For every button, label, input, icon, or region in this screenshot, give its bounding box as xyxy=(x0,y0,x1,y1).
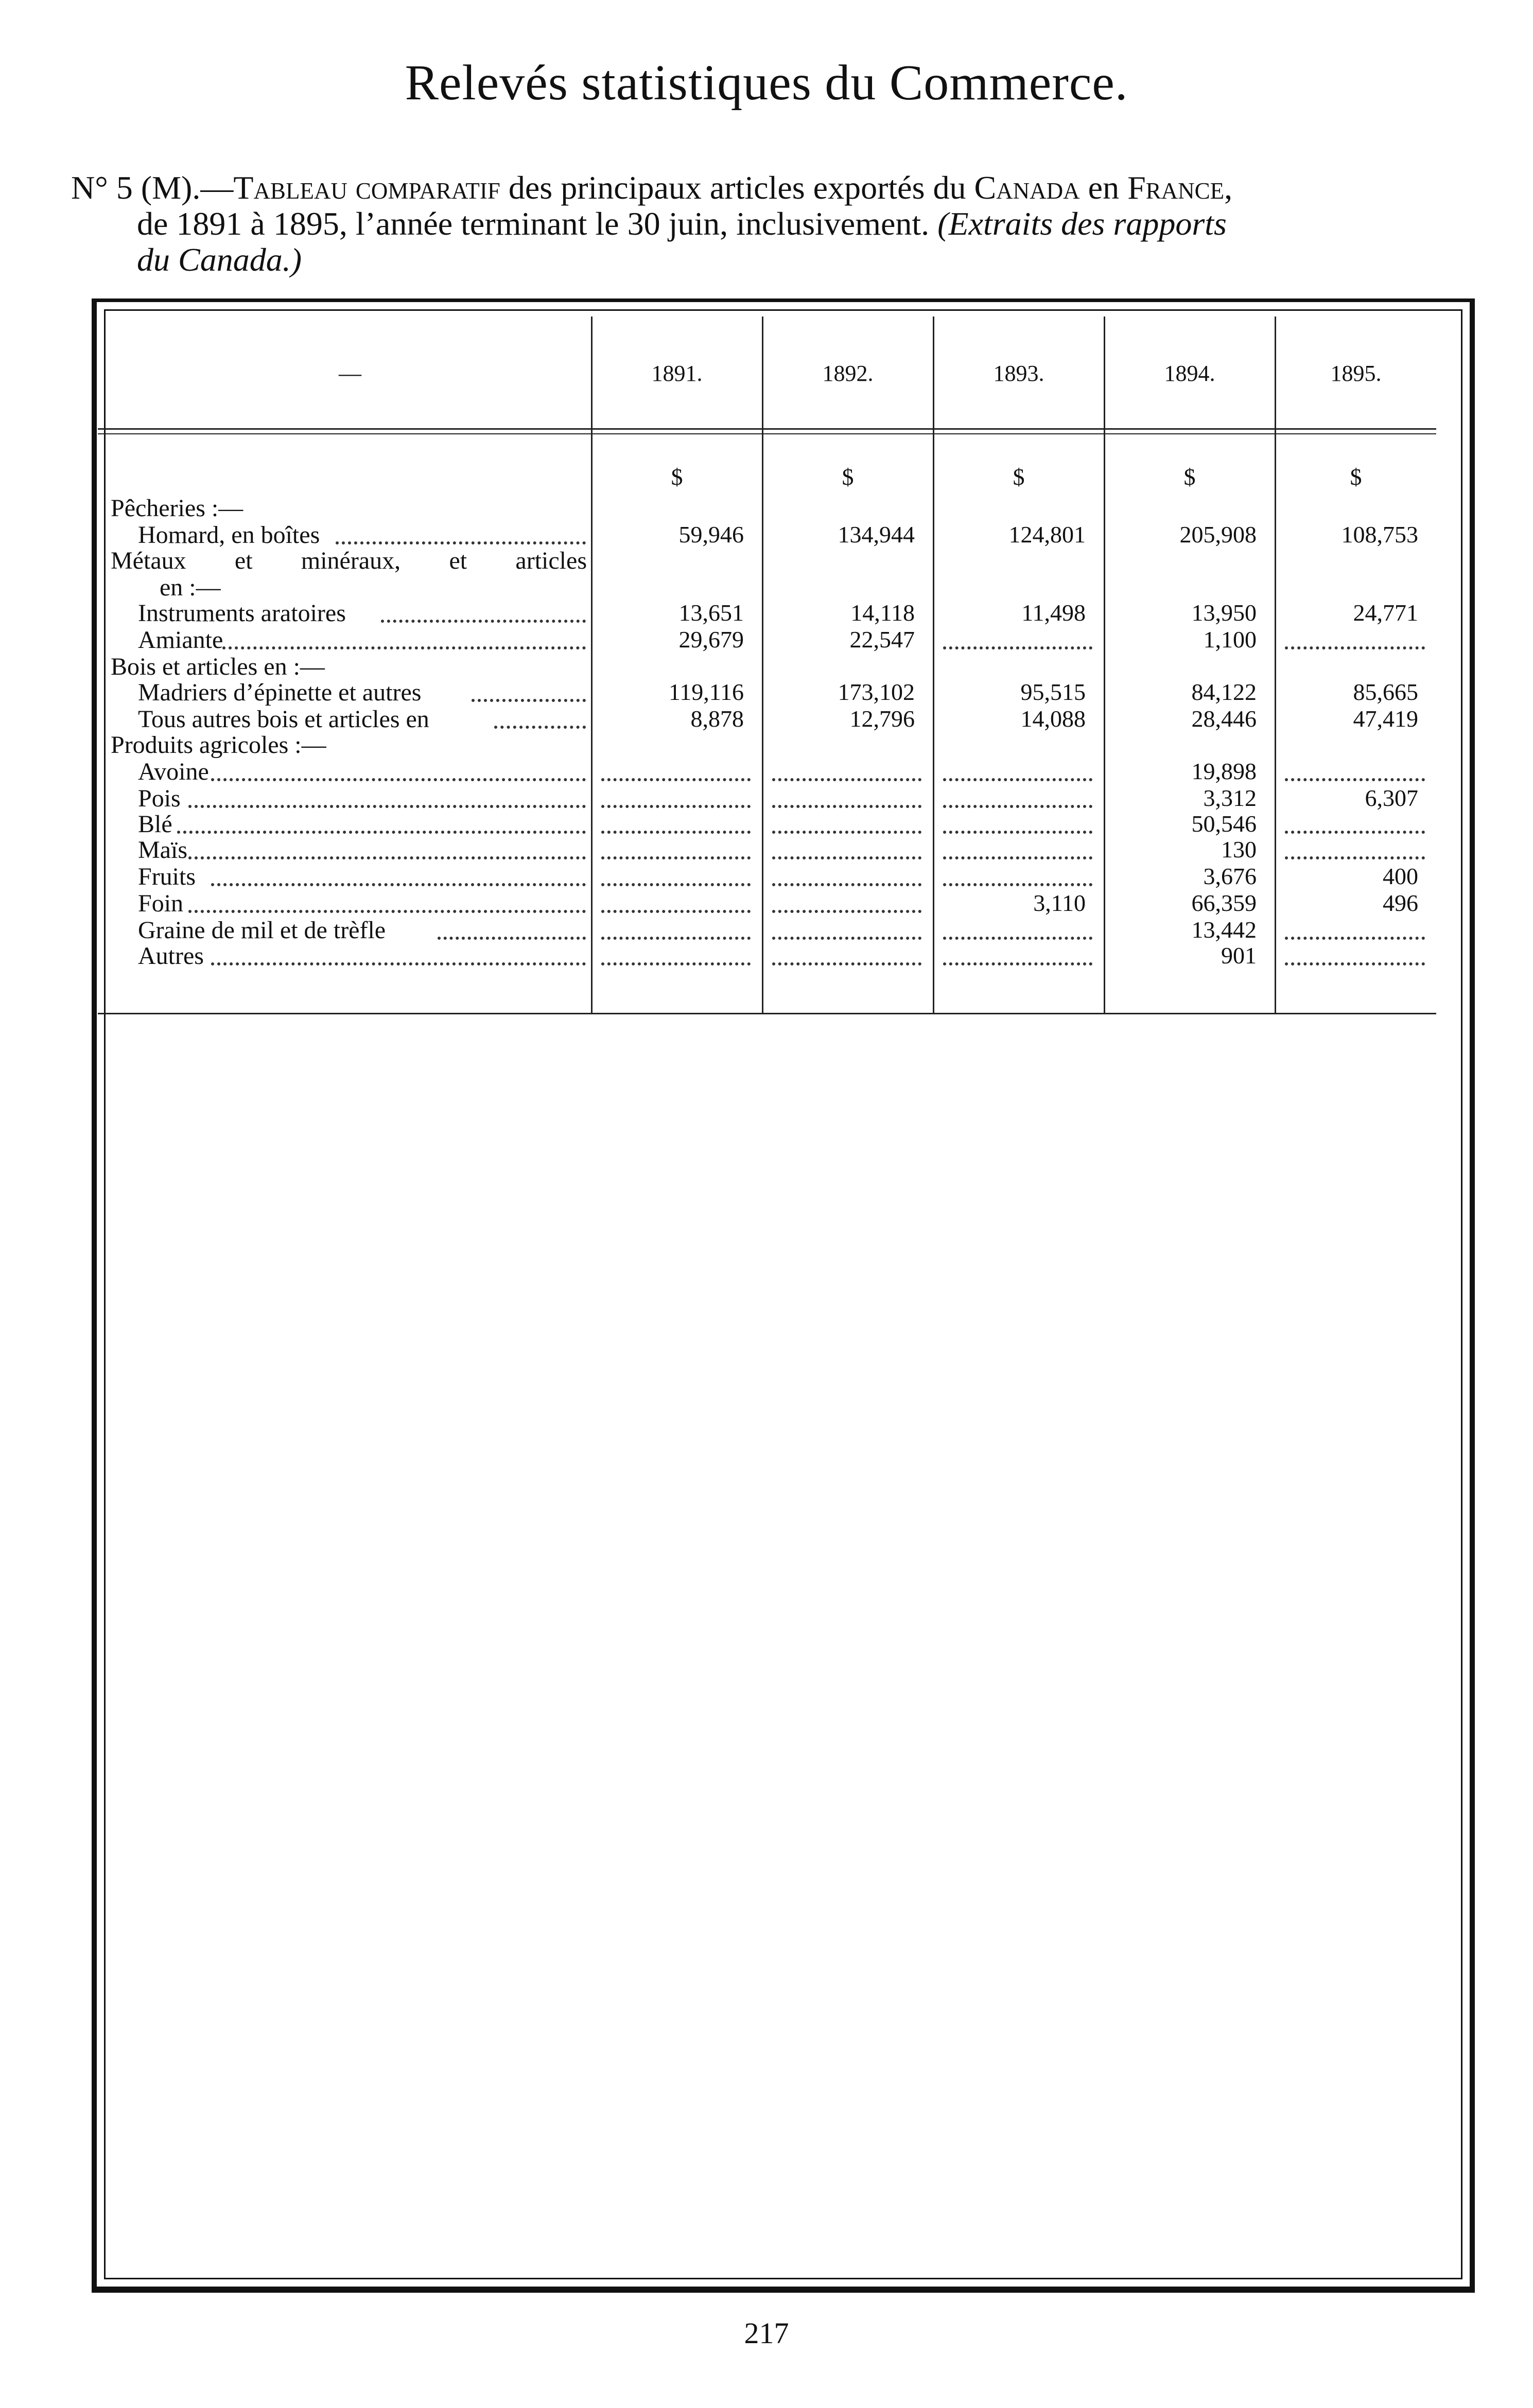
caption-source: (Extraits des rapports xyxy=(937,205,1227,242)
row-leader xyxy=(211,775,586,781)
empty-cell-leader xyxy=(943,853,1092,859)
empty-cell-leader xyxy=(943,802,1092,808)
empty-cell-leader xyxy=(943,775,1092,781)
table-cell: 134,944 xyxy=(838,521,915,548)
table-row-label: Madriers d’épinette et autres xyxy=(138,679,422,706)
stub-header: — xyxy=(339,361,361,386)
caption-text: , xyxy=(1224,169,1233,206)
empty-cell-leader xyxy=(943,828,1092,834)
table-cell: 400 xyxy=(1383,863,1418,889)
table-row-label: Graine de mil et de trèfle xyxy=(138,917,386,944)
table-cell: 22,547 xyxy=(849,626,915,653)
page-title: Relevés statistiques du Commerce. xyxy=(405,55,1128,111)
empty-cell-leader xyxy=(943,934,1092,940)
table-row-label: Autres xyxy=(138,942,204,970)
table-cell: 119,116 xyxy=(668,679,744,705)
table-cell: 66,359 xyxy=(1191,890,1257,916)
empty-cell-leader xyxy=(772,934,921,940)
caption-country-canada: Canada xyxy=(974,169,1080,206)
column-header-1892: 1892. xyxy=(822,361,874,386)
table-cell: 19,898 xyxy=(1191,758,1257,784)
row-leader xyxy=(211,880,586,886)
table-row-label: Amiante xyxy=(138,626,223,654)
currency-symbol: $ xyxy=(1183,464,1196,490)
empty-cell-leader xyxy=(772,775,921,781)
caption-text: des principaux articles exportés du xyxy=(500,169,974,206)
row-leader xyxy=(381,617,586,623)
row-leader xyxy=(177,828,586,834)
table-cell: 3,312 xyxy=(1203,785,1257,811)
table-row-label: en :— xyxy=(160,574,221,601)
table-cell: 24,771 xyxy=(1353,600,1418,626)
table-cell: 50,546 xyxy=(1191,811,1257,837)
table-cell: 13,651 xyxy=(678,600,744,626)
table-number: N° 5 (M).— xyxy=(71,169,234,206)
row-leader xyxy=(494,723,586,729)
table-row-label: Tous autres bois et articles en xyxy=(138,706,429,733)
table-cell: 3,676 xyxy=(1203,863,1257,889)
table-cell: 11,498 xyxy=(1021,600,1086,626)
table-frame xyxy=(92,298,1475,2293)
empty-cell-leader xyxy=(601,880,751,886)
empty-cell-leader xyxy=(601,934,751,940)
caption-line-3: du Canada.) xyxy=(137,241,302,278)
empty-cell-leader xyxy=(1285,959,1425,965)
empty-cell-leader xyxy=(1285,853,1425,859)
table-cell: 13,950 xyxy=(1191,600,1257,626)
table-cell: 901 xyxy=(1221,942,1257,969)
table-cell: 173,102 xyxy=(838,679,915,705)
empty-cell-leader xyxy=(772,828,921,834)
table-row-label: Pois xyxy=(138,785,181,812)
table-cell: 124,801 xyxy=(1008,521,1086,548)
row-leader xyxy=(336,538,586,544)
empty-cell-leader xyxy=(772,802,921,808)
currency-symbol: $ xyxy=(671,464,683,490)
table-cell: 28,446 xyxy=(1191,706,1257,732)
empty-cell-leader xyxy=(601,828,751,834)
table-row-label: Homard, en boîtes xyxy=(138,521,320,549)
table-cell: 1,100 xyxy=(1203,626,1257,653)
empty-cell-leader xyxy=(601,802,751,808)
table-row-label: Maïs xyxy=(138,836,187,864)
table-cell: 14,118 xyxy=(850,600,915,626)
header-rule-top xyxy=(98,428,1436,430)
table-cell: 13,442 xyxy=(1191,917,1257,943)
table-cell: 496 xyxy=(1383,890,1418,916)
table-row-label: Métaux et minéraux, et articles xyxy=(111,547,587,574)
table-row-label: Produits agricoles :— xyxy=(111,731,326,759)
empty-cell-leader xyxy=(943,643,1092,649)
empty-cell-leader xyxy=(1285,643,1425,649)
empty-cell-leader xyxy=(601,775,751,781)
table-row-label: Pêcheries :— xyxy=(111,495,243,522)
currency-symbol: $ xyxy=(1350,464,1362,490)
page-number: 217 xyxy=(744,2316,789,2350)
table-row-label: Avoine xyxy=(138,758,209,785)
table-cell: 205,908 xyxy=(1179,521,1257,548)
table-cell: 3,110 xyxy=(1033,890,1086,916)
table-cell: 130 xyxy=(1221,836,1257,863)
caption-text: en xyxy=(1079,169,1128,206)
row-leader xyxy=(211,959,586,965)
empty-cell-leader xyxy=(601,959,751,965)
column-header-1893: 1893. xyxy=(993,361,1044,386)
empty-cell-leader xyxy=(601,907,751,913)
table-cell: 84,122 xyxy=(1191,679,1257,705)
column-header-1891: 1891. xyxy=(651,361,703,386)
column-header-1894: 1894. xyxy=(1164,361,1215,386)
table-row-label: Foin xyxy=(138,890,184,917)
caption-lead: Tableau comparatif xyxy=(233,169,500,206)
currency-symbol: $ xyxy=(842,464,854,490)
table-cell: 8,878 xyxy=(690,706,744,732)
table-bottom-rule xyxy=(98,1013,1436,1014)
caption-line-1 xyxy=(71,170,1461,206)
column-header-1895: 1895. xyxy=(1330,361,1382,386)
table-caption xyxy=(71,170,1461,278)
table-cell: 59,946 xyxy=(678,521,744,548)
row-leader xyxy=(188,907,586,913)
row-leader xyxy=(188,802,586,808)
table-cell: 47,419 xyxy=(1353,706,1418,732)
table-cell: 95,515 xyxy=(1020,679,1086,705)
currency-symbol: $ xyxy=(1013,464,1025,490)
table-row-label: Bois et articles en :— xyxy=(111,653,325,680)
row-leader xyxy=(438,934,586,940)
table-row-label: Instruments aratoires xyxy=(138,600,346,627)
empty-cell-leader xyxy=(601,853,751,859)
row-leader xyxy=(472,696,586,702)
empty-cell-leader xyxy=(943,959,1092,965)
empty-cell-leader xyxy=(772,907,921,913)
caption-line-2 xyxy=(71,206,1461,242)
table-row-label: Fruits xyxy=(138,863,196,890)
empty-cell-leader xyxy=(772,853,921,859)
empty-cell-leader xyxy=(1285,828,1425,834)
column-rule xyxy=(591,317,593,1014)
table-row-label: Blé xyxy=(138,811,172,838)
empty-cell-leader xyxy=(1285,934,1425,940)
table-cell: 85,665 xyxy=(1353,679,1418,705)
empty-cell-leader xyxy=(772,880,921,886)
table-cell: 29,679 xyxy=(678,626,744,653)
empty-cell-leader xyxy=(943,880,1092,886)
row-leader xyxy=(222,643,586,649)
table-cell: 12,796 xyxy=(849,706,915,732)
empty-cell-leader xyxy=(1285,775,1425,781)
row-leader xyxy=(188,853,586,859)
header-rule-bottom xyxy=(98,433,1436,434)
caption-text: de 1891 à 1895, l’année terminant le 30 juin, inclusivement. xyxy=(137,205,938,242)
table-cell: 108,753 xyxy=(1341,521,1418,548)
column-rule xyxy=(762,317,763,1014)
table-cell: 14,088 xyxy=(1020,706,1086,732)
empty-cell-leader xyxy=(772,959,921,965)
table-cell: 6,307 xyxy=(1365,785,1418,811)
caption-country-france: France xyxy=(1127,169,1225,206)
